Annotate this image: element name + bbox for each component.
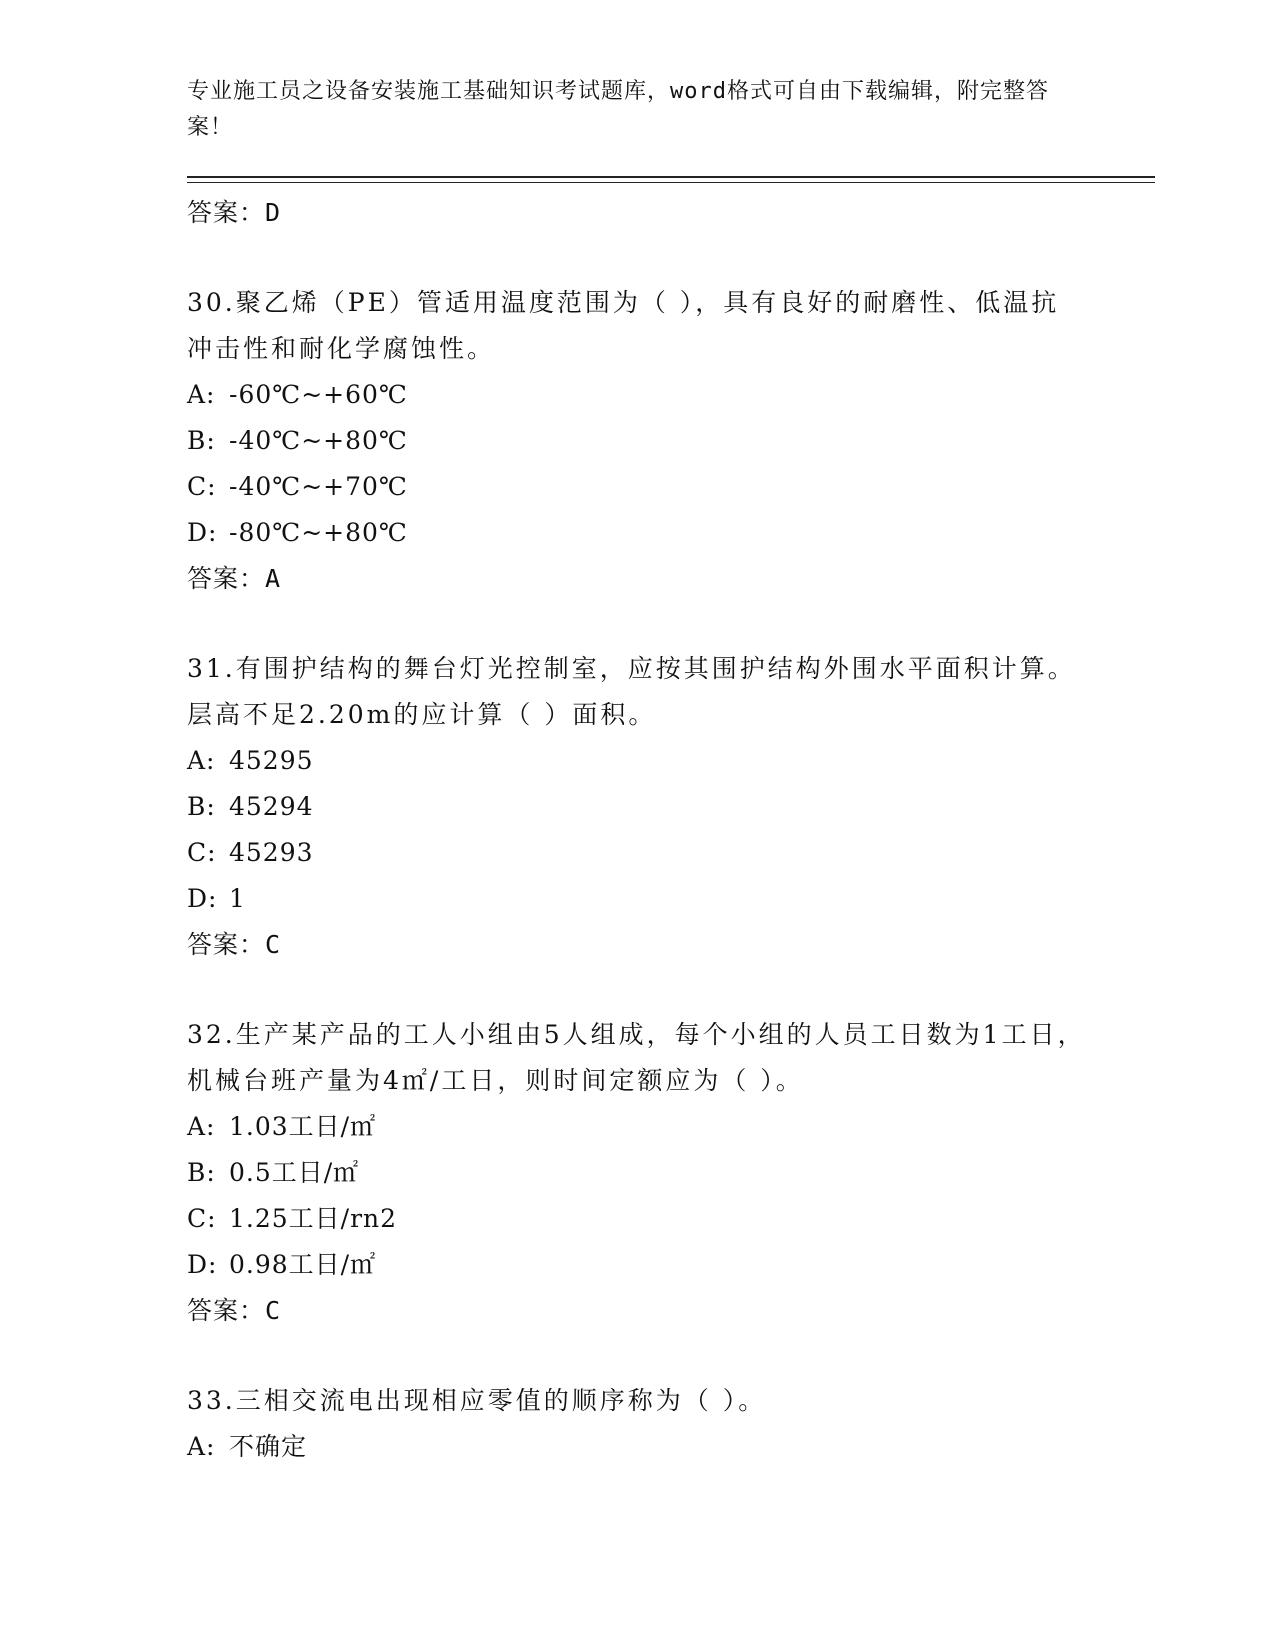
option-letter: A:: [187, 1112, 216, 1141]
option-a: [187, 1104, 1087, 1150]
option-text: -40℃~+70℃: [229, 472, 408, 501]
option-d: [187, 1242, 1087, 1288]
question-block: [187, 1012, 1087, 1334]
option-d: [187, 510, 1087, 556]
option-b: [187, 784, 1087, 830]
option-text: -40℃~+80℃: [229, 426, 408, 455]
option-letter: C:: [187, 1204, 217, 1233]
option-letter: C:: [187, 838, 217, 867]
option-letter: D:: [187, 518, 218, 547]
option-text: 不确定: [229, 1432, 308, 1461]
question-stem: 30.聚乙烯（PE）管适用温度范围为（ ），具有良好的耐磨性、低温抗冲击性和耐化学腐蚀性。: [187, 288, 1060, 363]
option-text: 0.5工日/㎡: [229, 1158, 360, 1187]
option-text: 1: [229, 884, 246, 913]
question-block: [187, 1378, 1087, 1470]
option-b: [187, 1150, 1087, 1196]
option-text: -80℃~+80℃: [229, 518, 408, 547]
option-letter: A:: [187, 746, 216, 775]
option-a: [187, 738, 1087, 784]
option-text: 45294: [229, 792, 314, 821]
option-text: 45293: [229, 838, 314, 867]
option-text: 1.03工日/㎡: [229, 1112, 377, 1141]
option-text: 45295: [229, 746, 314, 775]
option-letter: A:: [187, 380, 216, 409]
option-letter: B:: [187, 426, 216, 455]
option-text: 1.25工日/rn2: [229, 1204, 398, 1233]
option-letter: B:: [187, 792, 216, 821]
header-divider-thick: [187, 176, 1155, 178]
header-divider-thin: [187, 182, 1155, 183]
option-d: [187, 876, 1087, 922]
question-stem: 31.有围护结构的舞台灯光控制室，应按其围护结构外围水平面积计算。层高不足2.20m的应计算（ ）面积。: [187, 654, 1076, 729]
option-text: 0.98工日/㎡: [229, 1250, 377, 1279]
option-letter: D:: [187, 1250, 218, 1279]
question-block: [187, 280, 1087, 602]
option-c: [187, 1196, 1087, 1242]
option-b: [187, 418, 1087, 464]
option-letter: B:: [187, 1158, 216, 1187]
option-c: [187, 830, 1087, 876]
answer-label: 答案：C: [187, 930, 282, 959]
option-a: [187, 1424, 1087, 1470]
question-list: [187, 190, 1087, 1470]
question-stem: 32.生产某产品的工人小组由5人组成，每个小组的人员工日数为1工日，机械台班产量为4㎡/工日，则时间定额应为（ ）。: [187, 1020, 1086, 1095]
document-header: 专业施工员之设备安装施工基础知识考试题库，word格式可自由下载编辑，附完整答案！: [187, 79, 1049, 140]
option-letter: A:: [187, 1432, 216, 1461]
question-stem: 33.三相交流电出现相应零值的顺序称为（ ）。: [187, 1386, 767, 1415]
option-a: [187, 372, 1087, 418]
option-letter: C:: [187, 472, 217, 501]
answer-label: 答案：A: [187, 564, 282, 593]
answer-label: 答案：C: [187, 1296, 282, 1325]
option-text: -60℃~+60℃: [229, 380, 408, 409]
question-block: [187, 646, 1087, 968]
option-c: [187, 464, 1087, 510]
answer-label: 答案：D: [187, 198, 282, 227]
option-letter: D:: [187, 884, 218, 913]
